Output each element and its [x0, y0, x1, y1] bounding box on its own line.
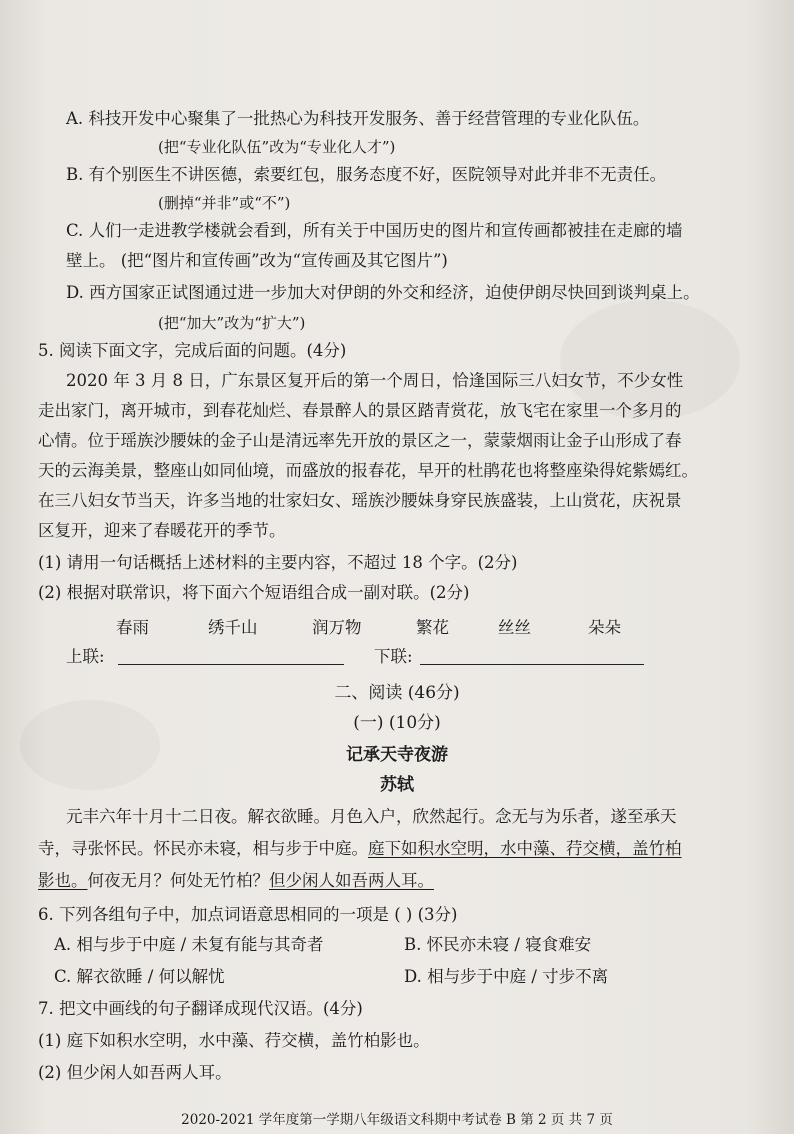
q6-title: 6. 下列各组句子中，加点词语意思相同的一项是 ( ) (3分)	[38, 905, 458, 924]
q4-option-a-fix: (把“专业化队伍”改为“专业化人才”)	[158, 138, 396, 156]
phrase-item: 丝丝	[498, 618, 531, 637]
q4-option-c-line1: C. 人们一走进教学楼就会看到，所有关于中国历史的图片和宣传画都被挂在走廊的墙	[66, 221, 683, 240]
q4-option-c-line2: 壁上。 (把“图片和宣传画”改为“宣传画及其它图片”)	[66, 251, 448, 270]
classical-text-line: 元丰六年十月十二日夜。解衣欲睡。月色入户，欣然起行。念无与为乐者，遂至承天	[66, 807, 677, 826]
classical-text-line	[38, 870, 434, 892]
q6-option-d: D. 相与步于中庭 / 寸步不离	[404, 967, 609, 986]
q5-passage-line: 区复开，迎来了春暖花开的季节。	[38, 521, 286, 540]
page-footer: 2020-2021 学年度第一学期八年级语文科期中考试卷 B 第 2 页 共 7 页	[181, 1112, 613, 1128]
phrase-item: 朵朵	[588, 618, 621, 637]
upper-couplet-label: 上联:	[66, 647, 105, 666]
upper-couplet-blank[interactable]	[118, 664, 344, 665]
q5-passage-line: 天的云海美景，整座山如同仙境，而盛放的报春花，早开的杜鹃花也将整座染得姹紫嫣红。	[38, 461, 698, 480]
phrase-item: 繁花	[416, 618, 449, 637]
phrase-item: 绣千山	[208, 618, 258, 637]
passage-title: 记承天寺夜游	[346, 745, 448, 765]
section-subtitle: (一) (10分)	[353, 713, 441, 733]
lower-couplet-label: 下联:	[374, 647, 413, 666]
classical-text-segment: 寺，寻张怀民。怀民亦未寝，相与步于中庭。	[38, 839, 368, 858]
passage-author: 苏轼	[380, 775, 414, 795]
q5-passage-line: 2020 年 3 月 8 日，广东景区复开后的第一个周日，恰逢国际三八妇女节，不少女性	[66, 371, 684, 390]
phrase-item: 润万物	[312, 618, 362, 637]
q4-option-d: D. 西方国家正试图通过进一步加大对伊朗的外交和经济，迫使伊朗尽快回到谈判桌上。	[66, 283, 700, 302]
q5-passage-line: 走出家门，离开城市，到春花灿烂、春景醉人的景区踏青赏花，放飞宅在家里一个多月的	[38, 401, 682, 420]
section-title: 二、阅读 (46分)	[334, 683, 460, 703]
underlined-sentence-1: 庭下如积水空明，水中藻、荇交横，盖竹柏	[368, 839, 682, 858]
q4-option-a: A. 科技开发中心聚集了一批热心为科技开发服务、善于经营管理的专业化队伍。	[66, 109, 650, 128]
q7-sentence-2: (2) 但少闲人如吾两人耳。	[38, 1063, 232, 1082]
q4-option-b-fix: (删掉“并非”或“不”)	[158, 194, 291, 212]
q5-subquestion-2: (2) 根据对联常识，将下面六个短语组合成一副对联。(2分)	[38, 583, 470, 602]
classical-text-segment: 何夜无月？何处无竹柏？	[87, 871, 269, 890]
lower-couplet-blank[interactable]	[420, 664, 644, 665]
q5-subquestion-1: (1) 请用一句话概括上述材料的主要内容，不超过 18 个字。(2分)	[38, 553, 518, 572]
classical-text-line	[38, 838, 682, 860]
q7-title: 7. 把文中画线的句子翻译成现代汉语。(4分)	[38, 999, 363, 1018]
q5-title: 5. 阅读下面文字，完成后面的问题。(4分)	[38, 341, 347, 360]
q5-passage-line: 在三八妇女节当天，许多当地的壮家妇女、瑶族沙腰妹身穿民族盛装，上山赏花，庆祝景	[38, 491, 682, 510]
q7-sentence-1: (1) 庭下如积水空明，水中藻、荇交横，盖竹柏影也。	[38, 1031, 430, 1050]
underlined-sentence-1-end: 影也。	[38, 871, 88, 890]
q4-option-d-fix: (把“加大”改为“扩大”)	[158, 314, 306, 332]
q6-option-b: B. 怀民亦未寝 / 寝食难安	[404, 935, 592, 954]
phrase-item: 春雨	[116, 618, 149, 637]
underlined-sentence-2: 但少闲人如吾两人耳。	[269, 871, 434, 890]
q4-option-b: B. 有个别医生不讲医德，索要红包，服务态度不好，医院领导对此并非不无责任。	[66, 165, 667, 184]
q5-passage-line: 心情。位于瑶族沙腰妹的金子山是清远率先开放的景区之一，蒙蒙烟雨让金子山形成了春	[38, 431, 682, 450]
q6-option-a: A. 相与步于中庭 / 未复有能与其奇者	[54, 935, 324, 954]
q6-option-c: C. 解衣欲睡 / 何以解忧	[54, 967, 225, 986]
